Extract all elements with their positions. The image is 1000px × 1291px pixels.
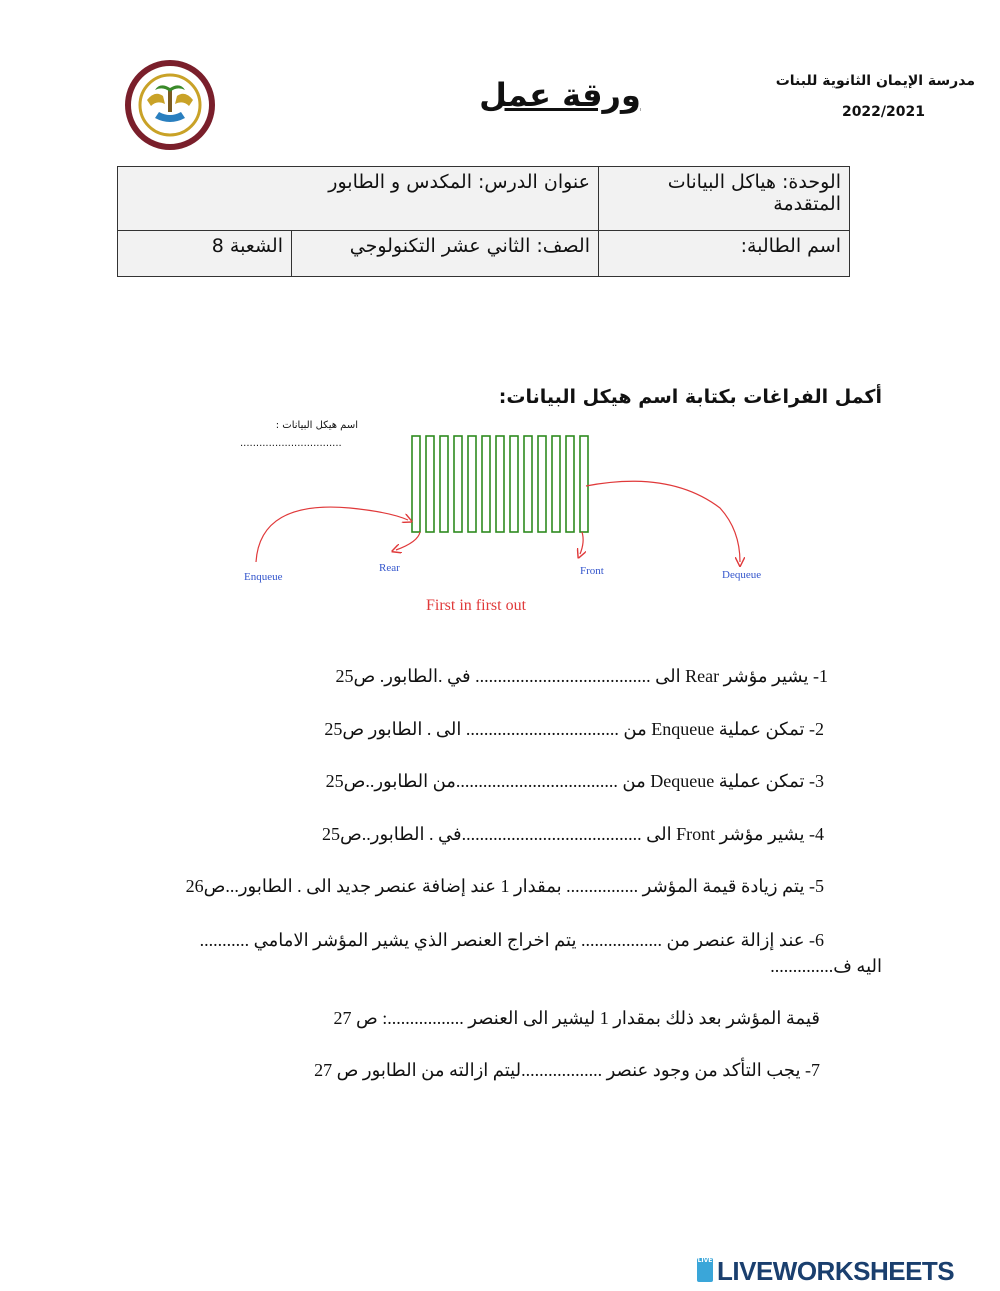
lesson-title-cell: عنوان الدرس: المكدس و الطابور xyxy=(118,167,599,231)
front-arrow xyxy=(580,532,583,554)
question-4[interactable]: 4- يشير مؤشر Front الى ........................................في . الطابور..ص25 xyxy=(322,824,824,844)
queue-cell xyxy=(440,436,448,532)
instructions-heading: أكمل الفراغات بكتابة اسم هيكل البيانات: xyxy=(498,386,882,408)
enqueue-label: Enqueue xyxy=(244,571,283,583)
question-6[interactable]: 6- عند إزالة عنصر من .................. يتم اخراج العنصر الذي يشير المؤشر الامامي ........... xyxy=(199,930,824,950)
queue-diagram xyxy=(230,420,790,620)
queue-cell xyxy=(538,436,546,532)
data-structure-answer-line[interactable]: ................................ xyxy=(240,438,342,449)
question-1[interactable]: 1- يشير مؤشر Rear الى ....................................... في .الطابور. ص25 xyxy=(335,666,828,686)
page-title: ورقة عمل xyxy=(479,76,641,114)
school-year: 2022/2021 xyxy=(841,104,925,120)
queue-cell xyxy=(412,436,420,532)
rear-arrow xyxy=(396,532,420,550)
question-5[interactable]: 5- يتم زيادة قيمة المؤشر ................ بمقدار 1 عند إضافة عنصر جديد الى . الطابور...ص26 xyxy=(185,876,824,896)
question-2[interactable]: 2- تمكن عملية Enqueue من .................................. الى . الطابور ص25 xyxy=(324,719,824,739)
enqueue-arrow xyxy=(256,507,408,562)
question-7[interactable]: 7- يجب التأكد من وجود عنصر ..................ليتم ازالته من الطابور ص 27 xyxy=(314,1060,820,1080)
queue-cell xyxy=(552,436,560,532)
queue-cell xyxy=(524,436,532,532)
unit-cell: الوحدة: هياكل البيانات المتقدمة xyxy=(599,167,850,231)
queue-cell xyxy=(496,436,504,532)
rear-label: Rear xyxy=(379,562,400,574)
ministry-logo xyxy=(125,60,215,150)
section-cell: الشعبة 8 xyxy=(118,231,292,277)
question-6-subline[interactable]: قيمة المؤشر بعد ذلك بمقدار 1 ليشير الى العنصر .................: ص 27 xyxy=(333,1008,820,1028)
student-name-cell: اسم الطالبة: xyxy=(599,231,850,277)
dequeue-arrow xyxy=(586,481,740,562)
queue-cell xyxy=(468,436,476,532)
front-label: Front xyxy=(580,565,604,577)
brand-text: LIVEWORKSHEETS xyxy=(717,1256,955,1286)
data-structure-label: اسم هيكل البيانات : xyxy=(275,420,358,431)
grade-cell: الصف: الثاني عشر التكنولوجي xyxy=(292,231,599,277)
queue-cell xyxy=(510,436,518,532)
live-badge-icon: LIVE xyxy=(697,1258,713,1282)
queue-cell xyxy=(426,436,434,532)
ministry-seal-icon xyxy=(125,60,215,150)
liveworksheets-brand[interactable] xyxy=(697,1256,997,1286)
question-3[interactable]: 3- تمكن عملية Dequeue من ....................................من الطابور..ص25 xyxy=(325,771,824,791)
queue-cell xyxy=(454,436,462,532)
lesson-info-table xyxy=(117,166,850,277)
dequeue-label: Dequeue xyxy=(722,569,762,581)
queue-cells xyxy=(412,436,588,532)
school-name: مدرسة الإيمان الثانوية للبنات xyxy=(775,73,975,89)
queue-cell xyxy=(566,436,574,532)
queue-cell xyxy=(580,436,588,532)
fifo-caption: First in first out xyxy=(426,597,527,614)
question-6-continuation[interactable]: اليه ف.............. xyxy=(770,956,882,976)
queue-cell xyxy=(482,436,490,532)
